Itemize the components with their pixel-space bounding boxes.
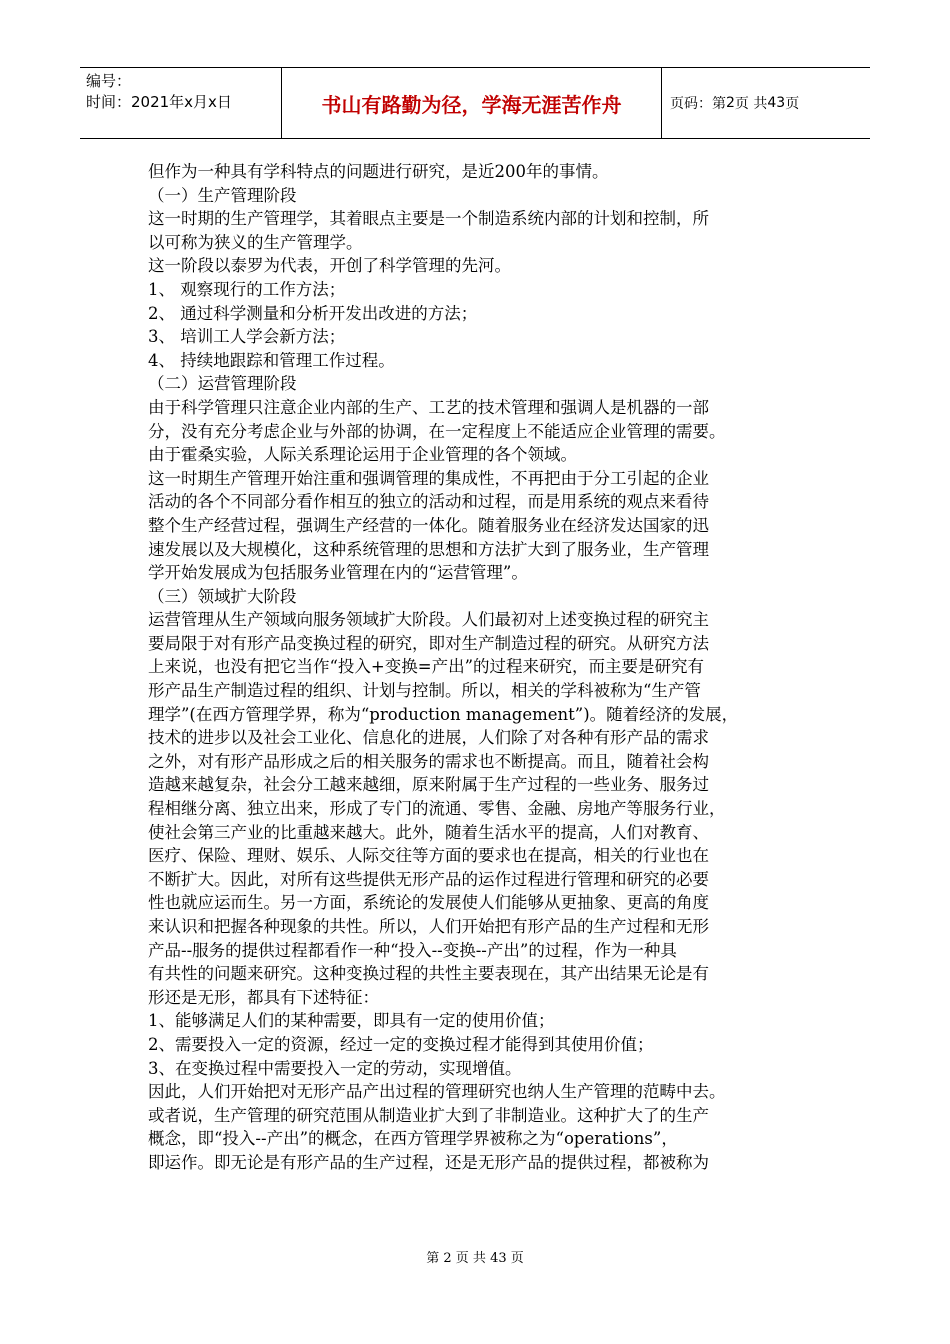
footer-middle: 页 共 — [455, 1251, 486, 1266]
body-line: 理学”(在西方管理学界，称为“production management”)。随着经济的发展， — [148, 704, 739, 724]
body-line: 学开始发展成为包括服务业管理在内的“运营管理”。 — [148, 563, 528, 583]
body-line: 概念，即“投入--产出”的概念，在西方管理学界被称之为“operations”， — [148, 1129, 678, 1149]
footer-suffix: 页 — [510, 1251, 524, 1266]
body-line: 2、需要投入一定的资源，经过一定的变换过程才能得到其使用价值； — [148, 1034, 654, 1054]
body-line: 即运作。即无论是有形产品的生产过程，还是无形产品的提供过程，都被称为 — [148, 1152, 709, 1172]
body-line: 4、 持续地跟踪和管理工作过程。 — [148, 350, 395, 370]
footer-current: 2 — [443, 1251, 452, 1266]
body-line: 技术的进步以及社会工业化、信息化的进展，人们除了对各种有形产品的需求 — [148, 728, 709, 748]
body-line: 3、在变换过程中需要投入一定的劳动，实现增值。 — [148, 1058, 522, 1078]
body-line: 使社会第三产业的比重越来越大。此外，随着生活水平的提高，人们对教育、 — [148, 822, 709, 842]
body-line: 有共性的问题来研究。这种变换过程的共性主要表现在，其产出结果无论是有 — [148, 964, 709, 984]
body-line: 1、 观察现行的工作方法； — [148, 279, 346, 299]
body-line: 不断扩大。因此，对所有这些提供无形产品的运作过程进行管理和研究的必要 — [148, 869, 709, 889]
document-time-label: 时间：2021年x月x日 — [86, 93, 232, 111]
body-line: 之外，对有形产品形成之后的相关服务的需求也不断提高。而且，随着社会构 — [148, 751, 709, 771]
body-line: 速发展以及大规模化，这种系统管理的思想和方法扩大到了服务业，生产管理 — [148, 539, 709, 559]
body-line: 1、能够满足人们的某种需要，即具有一定的使用价值； — [148, 1011, 555, 1031]
body-line: 程相继分离、独立出来，形成了专门的流通、零售、金融、房地产等服务行业， — [148, 799, 726, 819]
body-line: 这一时期的生产管理学，其着眼点主要是一个制造系统内部的计划和控制，所 — [148, 209, 709, 229]
body-line: 由于科学管理只注意企业内部的生产、工艺的技术管理和强调人是机器的一部 — [148, 397, 709, 417]
body-line: 以可称为狭义的生产管理学。 — [148, 232, 363, 252]
header-page-current: 2 — [726, 95, 735, 111]
body-line: （一）生产管理阶段 — [148, 185, 297, 205]
header-motto: 书山有路勤为径，学海无涯苦作舟 — [321, 92, 622, 117]
body-line: （二）运营管理阶段 — [148, 374, 297, 394]
body-line: （三）领域扩大阶段 — [148, 586, 297, 606]
body-line: 2、 通过科学测量和分析开发出改进的方法； — [148, 303, 478, 323]
body-line: 整个生产经营过程，强调生产经营的一体化。随着服务业在经济发达国家的迅 — [148, 515, 709, 535]
body-line: 要局限于对有形产品变换过程的研究，即对生产制造过程的研究。从研究方法 — [148, 633, 709, 653]
body-line: 这一阶段以泰罗为代表，开创了科学管理的先河。 — [148, 256, 511, 276]
body-line: 这一时期生产管理开始注重和强调管理的集成性，不再把由于分工引起的企业 — [148, 468, 709, 488]
header-page-cell — [662, 68, 870, 138]
header-motto-cell — [282, 68, 662, 138]
header-meta-cell — [80, 68, 282, 138]
body-line: 但作为一种具有学科特点的问题进行研究，是近200年的事情。 — [148, 162, 609, 181]
body-line: 形产品生产制造过程的组织、计划与控制。所以，相关的学科被称为“生产管 — [148, 681, 701, 701]
body-line: 上来说，也没有把它当作“投入+变换=产出”的过程来研究，而主要是研究有 — [148, 657, 705, 677]
page-footer — [0, 1247, 950, 1266]
body-text — [148, 160, 808, 1175]
footer-total: 43 — [490, 1251, 507, 1266]
footer-prefix: 第 — [426, 1251, 440, 1266]
body-line: 产品--服务的提供过程都看作一种“投入--变换--产出”的过程，作为一种具 — [148, 940, 677, 960]
document-number-label: 编号： — [86, 72, 132, 90]
header-page-suffix: 页 — [785, 96, 800, 112]
body-line: 由于霍桑实验，人际关系理论运用于企业管理的各个领域。 — [148, 445, 577, 465]
body-line: 活动的各个不同部分看作相互的独立的活动和过程，而是用系统的观点来看待 — [148, 492, 709, 512]
body-line: 形还是无形，都具有下述特征： — [148, 987, 379, 1007]
body-line: 医疗、保险、理财、娱乐、人际交往等方面的要求也在提高，相关的行业也在 — [148, 846, 709, 866]
body-line: 因此，人们开始把对无形产品产出过程的管理研究也纳人生产管理的范畴中去。 — [148, 1082, 726, 1102]
body-line: 或者说，生产管理的研究范围从制造业扩大到了非制造业。这种扩大了的生产 — [148, 1105, 709, 1125]
body-line: 运营管理从生产领域向服务领域扩大阶段。人们最初对上述变换过程的研究主 — [148, 610, 709, 630]
header-page-middle: 页 共 — [734, 96, 768, 112]
body-line: 分，没有充分考虑企业与外部的协调，在一定程度上不能适应企业管理的需要。 — [148, 421, 726, 441]
body-line: 造越来越复杂，社会分工越来越细，原来附属于生产过程的一些业务、服务过 — [148, 775, 709, 795]
body-line: 性也就应运而生。另一方面，系统论的发展使人们能够从更抽象、更高的角度 — [148, 893, 709, 913]
body-line: 3、 培训工人学会新方法； — [148, 327, 346, 347]
header-page-prefix: 页码：第 — [670, 96, 726, 112]
header-table — [80, 67, 870, 139]
header-page-total: 43 — [767, 95, 786, 111]
body-line: 来认识和把握各种现象的共性。所以，人们开始把有形产品的生产过程和无形 — [148, 917, 709, 936]
